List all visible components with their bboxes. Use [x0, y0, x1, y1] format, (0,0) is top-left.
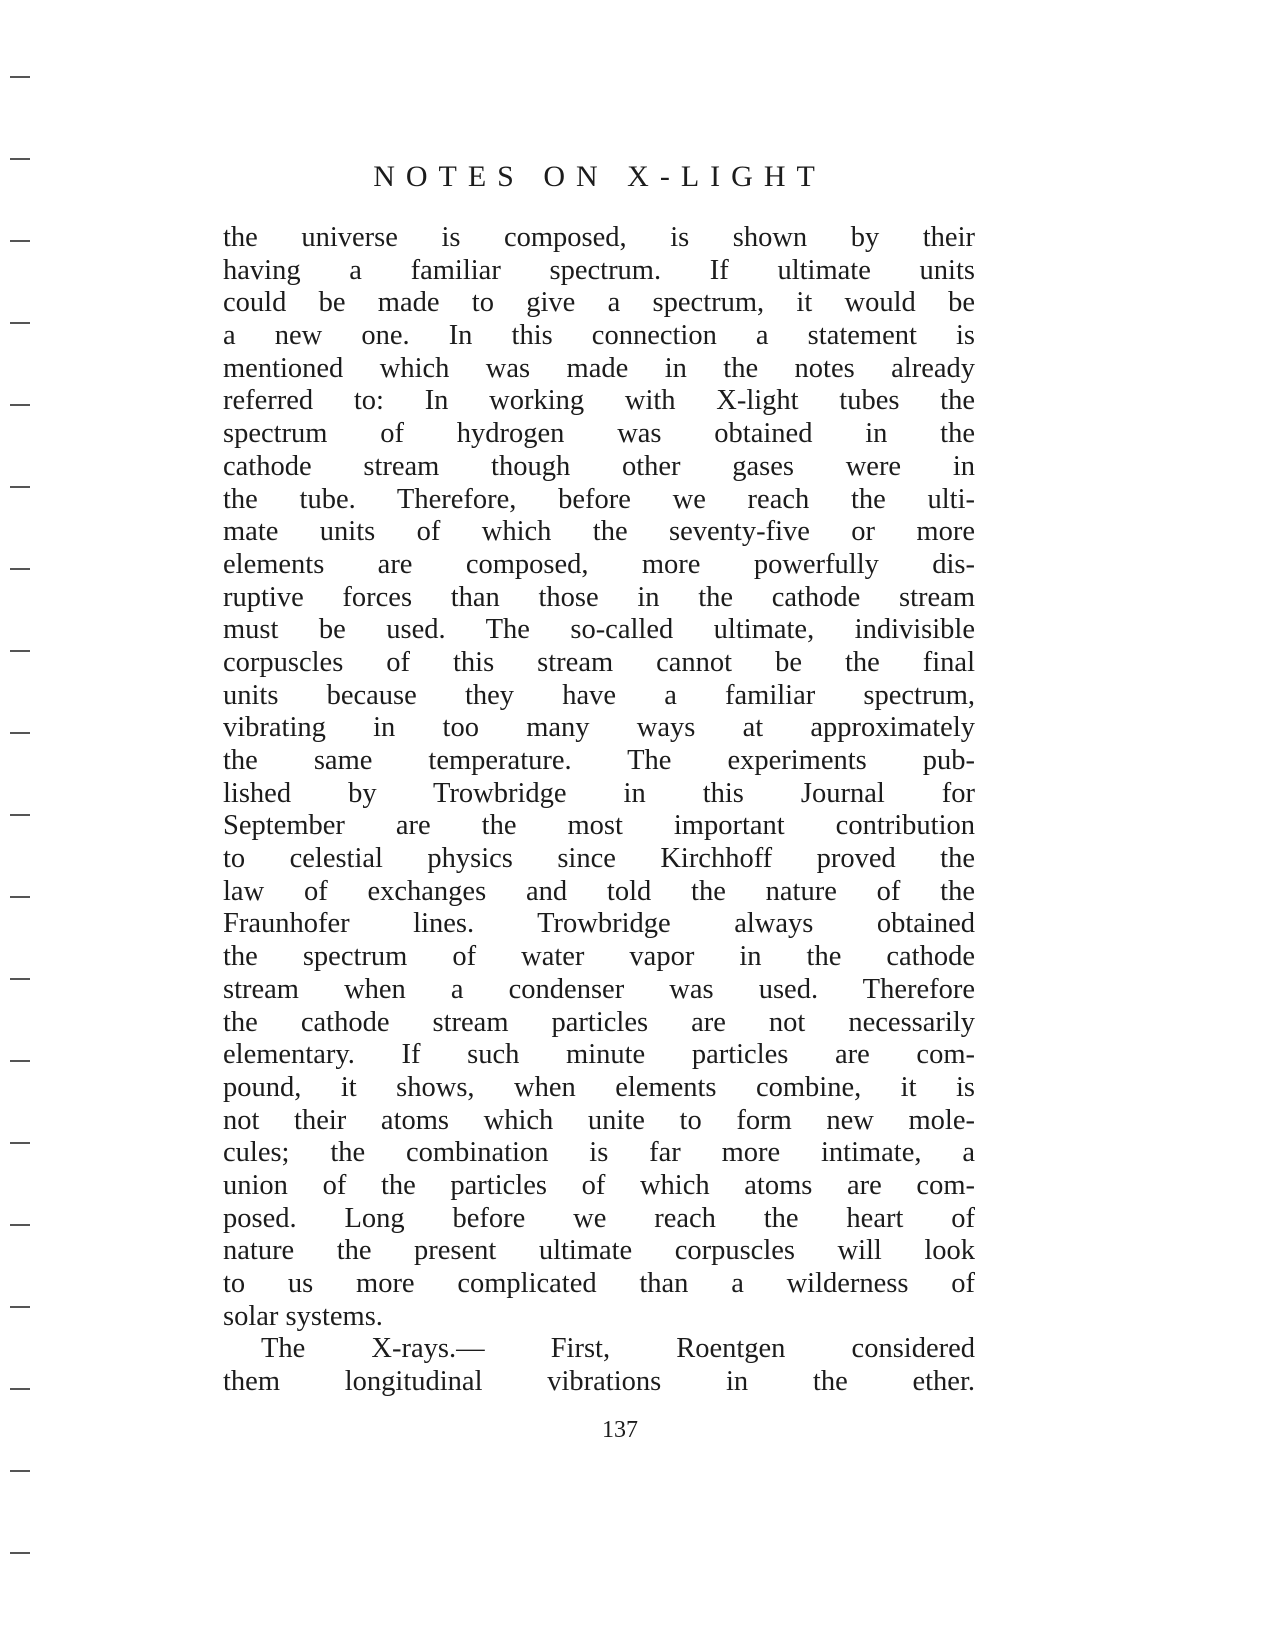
margin-tick — [10, 978, 30, 980]
text-line: a new one. In this connection a statement is — [223, 320, 975, 352]
text-line: solar systems. — [223, 1300, 383, 1332]
text-line: must be used. The so-called ultimate, indivisible — [223, 614, 975, 646]
text-line: the same temperature. The experiments pub- — [223, 745, 975, 776]
text-line: to us more complicated than a wilderness of — [223, 1268, 975, 1299]
text-line: stream when a condenser was used. Therefore — [223, 973, 975, 1005]
margin-tick — [10, 1142, 30, 1144]
text-line: elementary. If such minute particles are com- — [223, 1039, 975, 1071]
margin-tick — [10, 1224, 30, 1226]
text-line: referred to: In working with X-light tubes the — [223, 385, 975, 417]
margin-tick — [10, 814, 30, 816]
margin-tick — [10, 76, 30, 78]
text-line: mate units of which the seventy-five or more — [223, 516, 975, 548]
text-line: The X-rays.— First, Roentgen considered — [261, 1333, 975, 1365]
text-line: could be made to give a spectrum, it would be — [223, 287, 975, 319]
text-line: pound, it shows, when elements combine, it is — [223, 1071, 975, 1103]
page-number: 137 — [602, 1417, 638, 1443]
margin-tick — [10, 404, 30, 406]
text-line: September are the most important contribution — [223, 810, 975, 842]
margin-tick — [10, 1306, 30, 1308]
text-line: cathode stream though other gases were in — [223, 450, 975, 482]
text-line: spectrum of hydrogen was obtained in the — [223, 418, 975, 450]
margin-tick — [10, 650, 30, 652]
text-line: the cathode stream particles are not necessarily — [223, 1006, 975, 1038]
margin-tick — [10, 1060, 30, 1062]
margin-tick — [10, 1552, 30, 1554]
text-line: the universe is composed, is shown by their — [223, 222, 975, 253]
text-line: cules; the combination is far more intimate, a — [223, 1137, 975, 1169]
running-head: NOTES ON X-LIGHT — [373, 160, 826, 193]
body-text — [223, 222, 975, 1399]
text-line: units because they have a familiar spectrum, — [223, 679, 975, 711]
margin-tick — [10, 240, 30, 242]
text-line: posed. Long before we reach the heart of — [223, 1202, 975, 1234]
margin-tick — [10, 158, 30, 160]
text-line: having a familiar spectrum. If ultimate units — [223, 254, 975, 286]
margin-tick — [10, 322, 30, 324]
text-line: corpuscles of this stream cannot be the final — [223, 646, 975, 678]
margin-tick — [10, 732, 30, 734]
margin-tick — [10, 896, 30, 898]
margin-tick — [10, 486, 30, 488]
text-line: ruptive forces than those in the cathode stream — [223, 581, 975, 613]
text-line: union of the particles of which atoms are com- — [223, 1169, 975, 1201]
text-line: vibrating in too many ways at approximately — [223, 712, 975, 744]
margin-tick — [10, 568, 30, 570]
text-line: mentioned which was made in the notes already — [223, 352, 975, 384]
text-line: Fraunhofer lines. Trowbridge always obtained — [223, 908, 975, 940]
text-line: the spectrum of water vapor in the cathode — [223, 941, 975, 973]
text-line: them longitudinal vibrations in the ether. — [223, 1366, 975, 1398]
margin-tick — [10, 1388, 30, 1390]
margin-tick — [10, 1470, 30, 1472]
text-line: elements are composed, more powerfully dis- — [223, 548, 975, 580]
text-line: not their atoms which unite to form new mole- — [223, 1104, 975, 1136]
text-line: to celestial physics since Kirchhoff proved the — [223, 843, 975, 875]
text-line: lished by Trowbridge in this Journal for — [223, 777, 975, 809]
text-line: law of exchanges and told the nature of the — [223, 875, 975, 907]
text-line: nature the present ultimate corpuscles will look — [223, 1235, 975, 1267]
text-line: the tube. Therefore, before we reach the ulti- — [223, 483, 975, 515]
binding-margin-marks — [10, 0, 32, 1640]
